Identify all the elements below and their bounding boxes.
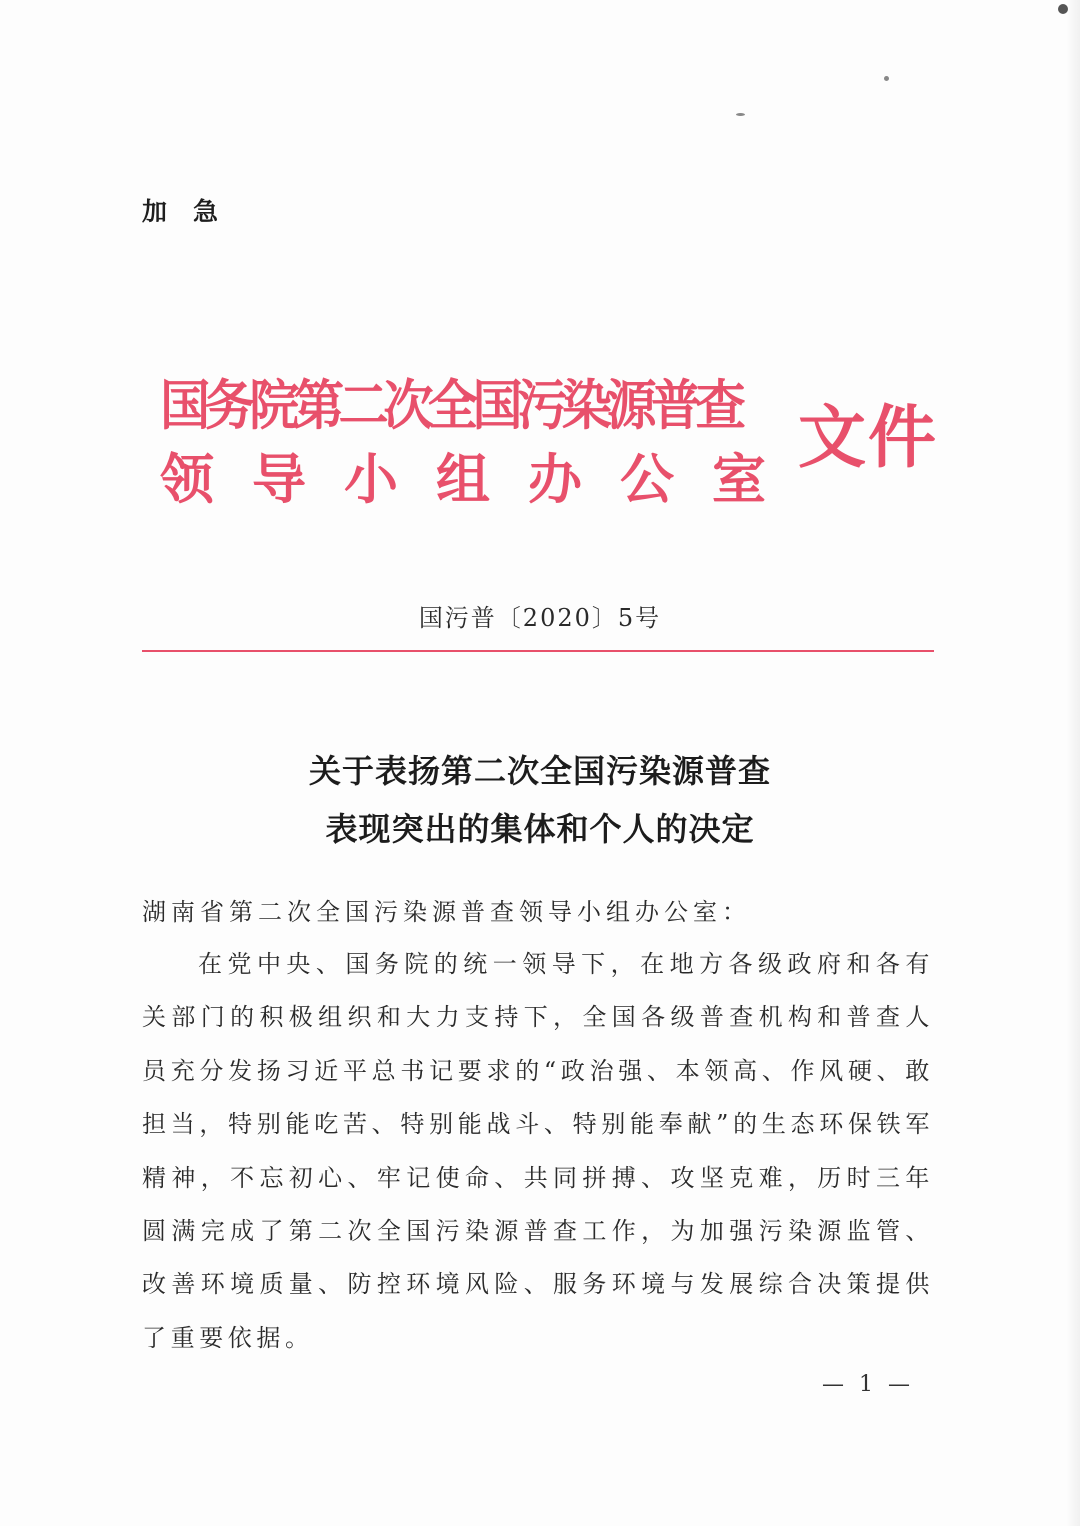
scan-speck <box>1058 4 1068 14</box>
issuer-name-line1: 国务院第二次全国污染源普查 <box>160 373 741 437</box>
issuer-char: 小 <box>344 447 398 511</box>
document-title <box>0 742 1080 858</box>
title-line1: 关于表扬第二次全国污染源普查 <box>308 752 771 790</box>
title-line2: 表现突出的集体和个人的决定 <box>325 810 755 848</box>
issuer-char: 领 <box>160 447 214 511</box>
document-type-suffix: 文件 <box>798 398 939 478</box>
page-number: — 1 — <box>822 1372 914 1397</box>
issuer-char: 公 <box>620 447 674 511</box>
red-divider-line <box>142 650 934 652</box>
issuer-char: 组 <box>436 447 490 511</box>
issuer-char: 办 <box>528 447 582 511</box>
issuer-char: 室 <box>712 447 766 511</box>
issuer-char: 导 <box>252 447 306 511</box>
scan-speck <box>736 113 745 116</box>
addressee: 湖南省第二次全国污染源普查领导小组办公室： <box>142 898 751 926</box>
scan-speck <box>884 76 889 81</box>
document-number: 国污普〔2020〕5号 <box>418 604 662 632</box>
issuing-authority <box>160 372 780 514</box>
body-paragraph: 在党中央、国务院的统一领导下，在地方各级政府和各有关部门的积极组织和大力支持下，全国各级普查机构和普查人员充分发扬习近平总书记要求的“政治强、本领高、作风硬、敢担当，特别能吃苦、特别能战斗、特别能奉献”的生态环保铁军精神，不忘初心、牢记使命、共同拼搏、攻坚克难，历时三年圆满完成了第二次全国污染源普查工作，为加强污染源监管、改善环境质量、防控环境风险、服务环境与发展综合决策提供了重要依据。 <box>142 950 934 1352</box>
issuer-name-line2 <box>160 444 766 514</box>
urgency-label: 加急 <box>142 197 245 226</box>
